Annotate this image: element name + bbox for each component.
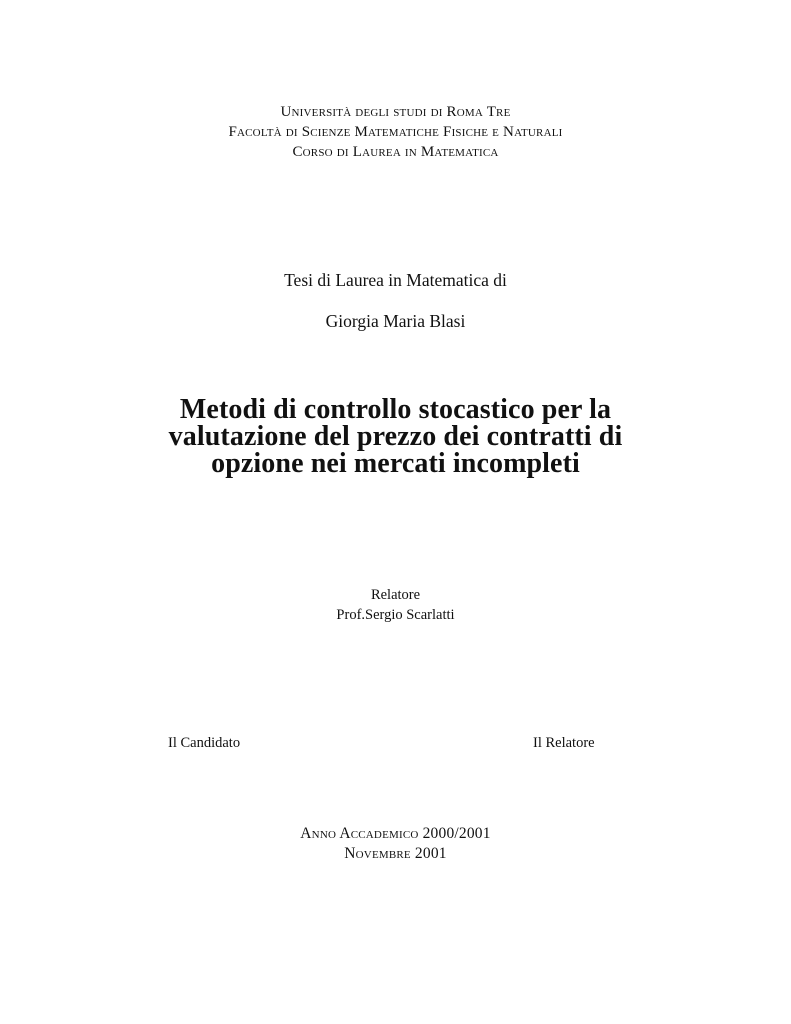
institution-header: [0, 102, 791, 162]
advisor-signature-label: Il Relatore: [533, 735, 595, 751]
faculty-name: Facoltà di Scienze Matematiche Fisiche e Naturali: [228, 124, 563, 140]
advisor-label: Relatore: [370, 587, 421, 603]
advisor-block: [0, 585, 791, 625]
thesis-title-line: opzione nei mercati incompleti: [211, 448, 580, 479]
thesis-title: [0, 396, 791, 477]
academic-year: Anno Accademico 2000/2001: [300, 825, 491, 842]
thesis-title-line: valutazione del prezzo dei contratti di: [168, 421, 623, 452]
advisor-name: Prof.Sergio Scarlatti: [336, 607, 455, 623]
author-name: Giorgia Maria Blasi: [325, 311, 466, 331]
thesis-subtitle: Tesi di Laurea in Matematica di: [284, 270, 507, 290]
thesis-title-line: Metodi di controllo stocastico per la: [179, 394, 612, 425]
course-name: Corso di Laurea in Matematica: [292, 144, 499, 160]
academic-month: Novembre 2001: [344, 845, 447, 862]
academic-year-block: [0, 824, 791, 864]
university-name: Università degli studi di Roma Tre: [280, 104, 511, 120]
candidate-signature-label: Il Candidato: [168, 735, 241, 751]
